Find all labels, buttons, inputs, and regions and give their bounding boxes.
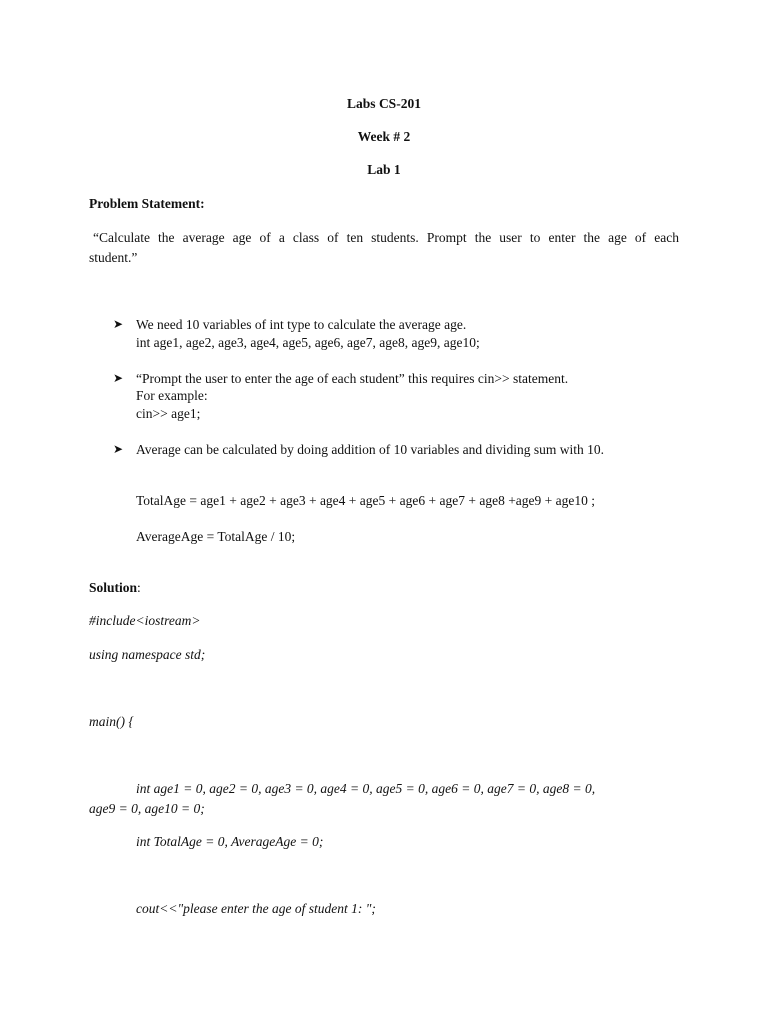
bullet-arrow-icon: ➤ bbox=[113, 371, 124, 385]
bullet-2-line-3: cin>> age1; bbox=[136, 406, 201, 421]
average-age-formula: AverageAge = TotalAge / 10; bbox=[136, 529, 296, 544]
course-title: Labs CS-201 bbox=[347, 96, 421, 111]
bullet-3-line-1: Average can be calculated by doing addition of 10 variables and dividing sum with 10. bbox=[136, 442, 604, 457]
code-totals-declaration: int TotalAge = 0, AverageAge = 0; bbox=[136, 834, 324, 849]
bullet-arrow-icon: ➤ bbox=[113, 442, 124, 456]
solution-heading-colon: : bbox=[137, 580, 141, 595]
total-age-formula: TotalAge = age1 + age2 + age3 + age4 + age5 + age6 + age7 + age8 +age9 + age10 ; bbox=[136, 493, 596, 508]
solution-heading bbox=[89, 579, 141, 596]
bullet-arrow-icon: ➤ bbox=[113, 317, 124, 331]
problem-heading: Problem Statement: bbox=[89, 196, 205, 211]
problem-statement-line-1: “Calculate the average age of a class of ten students. Prompt the user to enter the age of each bbox=[93, 230, 679, 245]
code-namespace-line: using namespace std; bbox=[89, 647, 206, 662]
bullet-1-line-1: We need 10 variables of int type to calculate the average age. bbox=[136, 317, 467, 332]
bullet-2-line-1: “Prompt the user to enter the age of each student” this requires cin>> statement. bbox=[136, 371, 569, 386]
code-declaration-line-2: age9 = 0, age10 = 0; bbox=[89, 801, 205, 816]
bullet-1-line-2: int age1, age2, age3, age4, age5, age6, age7, age8, age9, age10; bbox=[136, 335, 480, 350]
problem-statement-line-2: student.” bbox=[89, 250, 138, 265]
code-include-line: #include<iostream> bbox=[89, 613, 201, 628]
lab-title: Lab 1 bbox=[367, 162, 401, 177]
solution-heading-text: Solution bbox=[89, 580, 138, 595]
bullet-2-line-2: For example: bbox=[136, 388, 208, 403]
code-cout-line: cout<<"please enter the age of student 1: "; bbox=[136, 901, 376, 916]
week-title: Week # 2 bbox=[357, 129, 411, 144]
code-declaration-line-1: int age1 = 0, age2 = 0, age3 = 0, age4 = 0, age5 = 0, age6 = 0, age7 = 0, age8 = 0, bbox=[136, 781, 596, 796]
code-main-line: main() { bbox=[89, 714, 134, 729]
